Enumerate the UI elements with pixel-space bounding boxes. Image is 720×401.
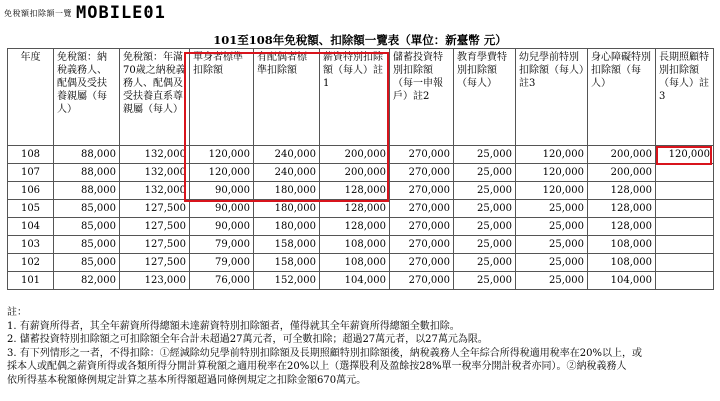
- value-cell: 85,000: [54, 254, 120, 272]
- value-cell: 25,000: [454, 236, 516, 254]
- column-header: 免稅額：納稅義務人、配偶及受扶養親屬（每人）: [54, 49, 120, 146]
- value-cell: 90,000: [190, 182, 254, 200]
- value-cell: 25,000: [516, 272, 588, 290]
- value-cell: 128,000: [320, 218, 390, 236]
- table-row: [8, 218, 714, 236]
- value-cell: 79,000: [190, 254, 254, 272]
- value-cell: 270,000: [390, 182, 454, 200]
- value-cell: 79,000: [190, 236, 254, 254]
- table-row: [8, 236, 714, 254]
- value-cell: [656, 218, 714, 236]
- logo-caption: 免稅額扣除額一覽: [4, 8, 72, 18]
- value-cell: 200,000: [588, 146, 656, 164]
- value-cell: 82,000: [54, 272, 120, 290]
- value-cell: 270,000: [390, 236, 454, 254]
- value-cell: 76,000: [190, 272, 254, 290]
- table-row: [8, 164, 714, 182]
- column-header: 單身者標準扣除額: [190, 49, 254, 146]
- table-title: 101至108年免稅額、扣除額一覽表（單位：新臺幣 元）: [213, 33, 507, 47]
- value-cell: 25,000: [454, 164, 516, 182]
- value-cell: 132,000: [120, 182, 190, 200]
- value-cell: 128,000: [588, 218, 656, 236]
- value-cell: 120,000: [190, 146, 254, 164]
- value-cell: 200,000: [588, 164, 656, 182]
- value-cell: 25,000: [454, 146, 516, 164]
- column-header: 薪資特別扣除額（每人）註1: [320, 49, 390, 146]
- value-cell: 270,000: [390, 272, 454, 290]
- value-cell: 128,000: [320, 182, 390, 200]
- value-cell: 270,000: [390, 164, 454, 182]
- value-cell: 123,000: [120, 272, 190, 290]
- value-cell: 180,000: [254, 200, 320, 218]
- value-cell: 108,000: [588, 254, 656, 272]
- column-header: 教育學費特別扣除額（每人）: [454, 49, 516, 146]
- value-cell: 120,000: [656, 146, 714, 164]
- value-cell: 25,000: [516, 218, 588, 236]
- value-cell: 270,000: [390, 254, 454, 272]
- notes-heading: 註：: [7, 307, 27, 318]
- year-cell: 105: [8, 200, 54, 218]
- value-cell: 152,000: [254, 272, 320, 290]
- value-cell: 104,000: [588, 272, 656, 290]
- value-cell: 25,000: [516, 254, 588, 272]
- value-cell: [656, 254, 714, 272]
- value-cell: 25,000: [454, 182, 516, 200]
- brand-logo-text: MOBILE01: [76, 3, 166, 23]
- value-cell: 270,000: [390, 200, 454, 218]
- column-header: 幼兒學前特別扣除額（每人）註3: [516, 49, 588, 146]
- column-header: 有配偶者標準扣除額: [254, 49, 320, 146]
- note-line: 依所得基本稅額條例規定計算之基本所得額超過同條例規定之扣除金額670萬元。: [7, 374, 367, 386]
- value-cell: 200,000: [320, 146, 390, 164]
- value-cell: 270,000: [390, 146, 454, 164]
- value-cell: 158,000: [254, 254, 320, 272]
- value-cell: 88,000: [54, 146, 120, 164]
- value-cell: 132,000: [120, 146, 190, 164]
- site-logo: [4, 2, 166, 24]
- note-line: 2. 儲蓄投資特別扣除額之可扣除額全年合計未超過27萬元者，可全數扣除；超過27萬元者，以27萬元為限。: [7, 334, 488, 345]
- value-cell: 25,000: [454, 218, 516, 236]
- value-cell: 108,000: [320, 254, 390, 272]
- deduction-table: [7, 48, 714, 290]
- note-line: 1. 有薪資所得者，其全年薪資所得總額未達薪資特別扣除額者，僅得就其全年薪資所得總額全數扣除。: [7, 320, 460, 332]
- value-cell: 104,000: [320, 272, 390, 290]
- note-line: 3. 有下列情形之一者，不得扣除：①經減除幼兒學前特別扣除額及長期照顧特別扣除額後，納稅義務人全年綜合所得稅適用稅率在20%以上，或: [7, 347, 642, 359]
- value-cell: 200,000: [320, 164, 390, 182]
- table-row: [8, 182, 714, 200]
- value-cell: 25,000: [454, 200, 516, 218]
- value-cell: [656, 272, 714, 290]
- year-cell: 104: [8, 218, 54, 236]
- value-cell: 127,500: [120, 218, 190, 236]
- value-cell: 25,000: [454, 254, 516, 272]
- value-cell: 88,000: [54, 182, 120, 200]
- value-cell: 132,000: [120, 164, 190, 182]
- value-cell: 120,000: [516, 164, 588, 182]
- year-cell: 108: [8, 146, 54, 164]
- value-cell: 85,000: [54, 218, 120, 236]
- value-cell: 158,000: [254, 236, 320, 254]
- value-cell: [656, 200, 714, 218]
- note-line: 採本人或配偶之薪資所得或各類所得分開計算稅額之適用稅率在20%以上（選擇股利及盈餘按28%單一稅率分開計稅者亦同）。②納稅義務人: [7, 361, 627, 372]
- value-cell: 127,500: [120, 254, 190, 272]
- value-cell: [656, 236, 714, 254]
- value-cell: 128,000: [588, 200, 656, 218]
- value-cell: 240,000: [254, 164, 320, 182]
- value-cell: 180,000: [254, 182, 320, 200]
- value-cell: 25,000: [516, 200, 588, 218]
- value-cell: 25,000: [454, 272, 516, 290]
- year-cell: 106: [8, 182, 54, 200]
- table-row: [8, 272, 714, 290]
- footnotes: [7, 306, 715, 387]
- column-header: 長期照顧特別扣除額（每人）註3: [656, 49, 714, 146]
- value-cell: 128,000: [320, 200, 390, 218]
- year-cell: 101: [8, 272, 54, 290]
- value-cell: 180,000: [254, 218, 320, 236]
- value-cell: 108,000: [588, 236, 656, 254]
- value-cell: 25,000: [516, 236, 588, 254]
- value-cell: 90,000: [190, 218, 254, 236]
- value-cell: 120,000: [516, 146, 588, 164]
- column-header: 年度: [8, 49, 54, 146]
- value-cell: [656, 164, 714, 182]
- value-cell: 128,000: [588, 182, 656, 200]
- table-header-row: [8, 49, 714, 146]
- value-cell: 120,000: [516, 182, 588, 200]
- value-cell: 120,000: [190, 164, 254, 182]
- column-header: 免稅額：年滿70歲之納稅義務人、配偶及受扶養直系尊親屬（每人）: [120, 49, 190, 146]
- value-cell: 88,000: [54, 164, 120, 182]
- value-cell: 240,000: [254, 146, 320, 164]
- value-cell: 127,500: [120, 236, 190, 254]
- value-cell: [656, 182, 714, 200]
- column-header: 身心障礙特別扣除額（每人）: [588, 49, 656, 146]
- value-cell: 108,000: [320, 236, 390, 254]
- table-row: [8, 146, 714, 164]
- year-cell: 102: [8, 254, 54, 272]
- value-cell: 127,500: [120, 200, 190, 218]
- value-cell: 90,000: [190, 200, 254, 218]
- year-cell: 103: [8, 236, 54, 254]
- value-cell: 270,000: [390, 218, 454, 236]
- table-row: [8, 254, 714, 272]
- value-cell: 85,000: [54, 236, 120, 254]
- value-cell: 85,000: [54, 200, 120, 218]
- table-row: [8, 200, 714, 218]
- year-cell: 107: [8, 164, 54, 182]
- column-header: 儲蓄投資特別扣除額（每一申報戶）註2: [390, 49, 454, 146]
